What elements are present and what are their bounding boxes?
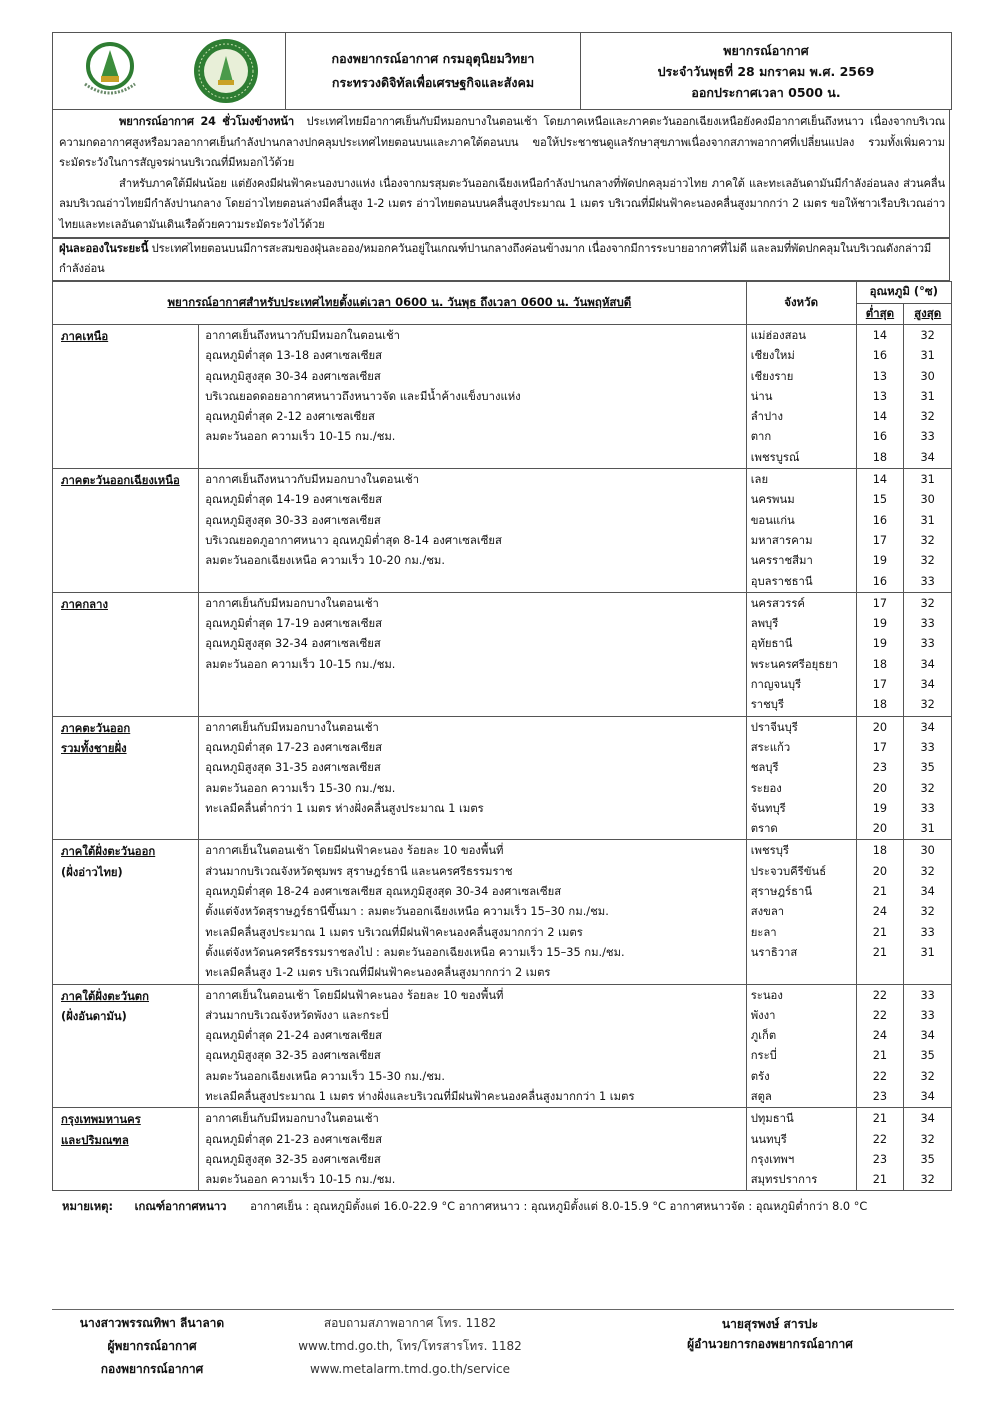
province-name-cell bbox=[746, 984, 856, 1108]
forecast-summary bbox=[52, 110, 950, 238]
forecast-line: อุณหภูมิต่ำสุด 14-19 องศาเซลเซียส bbox=[205, 493, 383, 507]
min-temp: 23 bbox=[872, 1089, 888, 1103]
max-temp-cell bbox=[904, 984, 952, 1108]
organization-name bbox=[286, 33, 581, 110]
max-temp: 32 bbox=[920, 905, 935, 919]
province-name: ลพบุรี bbox=[750, 617, 779, 631]
title-date: ประจำวันพุธที่ 28 มกราคม พ.ศ. 2569 bbox=[657, 63, 875, 79]
province-name: ลำปาง bbox=[750, 410, 783, 424]
min-temp: 13 bbox=[872, 389, 888, 403]
province-name: ปทุมธานี bbox=[750, 1112, 794, 1126]
summary-text-1: ประเทศไทยมีอากาศเย็นกับมีหมอกบางในตอนเช้า โดยภาคเหนือและภาคตะวันออกเฉียงเหนือยังคงมีอากาศเย็นถึงหนาว เนื่องจากบริเวณความกดอากาศสูงหรือมวลอากาศเย็นกำลังปานกลางปกคลุมประเทศไทยตอนบนและภาคใต้ตอนบน ขอให้ประชาชนดูแลรักษาสุขภาพเนื่องจากสภาพอากาศที่เปลี่ยนแปลง รวมทั้งเพิ่มความระมัดระวังในการสัญจรผ่านบริเวณที่มีหมอกไว้ด้วย bbox=[59, 115, 946, 169]
min-temp: 22 bbox=[872, 988, 888, 1002]
forecaster-title: ผู้พยากรณ์อากาศ bbox=[107, 1339, 197, 1353]
max-temp: 33 bbox=[920, 617, 935, 631]
regional-forecast-table bbox=[52, 281, 952, 1191]
min-temp: 21 bbox=[872, 1173, 888, 1187]
province-name: นนทบุรี bbox=[750, 1132, 787, 1146]
province-name: เลย bbox=[750, 473, 769, 487]
max-temp: 34 bbox=[920, 1029, 935, 1043]
min-temp: 20 bbox=[872, 720, 888, 734]
forecast-line: ลมตะวันออก ความเร็ว 15-30 กม./ชม. bbox=[205, 781, 396, 795]
table-header-province: จังหวัด bbox=[746, 282, 856, 325]
province-name: สุราษฎร์ธานี bbox=[750, 885, 813, 899]
province-name: นราธิวาส bbox=[750, 945, 798, 959]
max-temp: 32 bbox=[920, 596, 935, 610]
province-name: เพชรบุรี bbox=[750, 844, 789, 858]
signature-divider bbox=[52, 1309, 954, 1310]
forecaster-division: กองพยากรณ์อากาศ bbox=[100, 1362, 204, 1376]
min-temp: 18 bbox=[872, 844, 888, 858]
max-temp-cell bbox=[904, 716, 952, 840]
region-forecast bbox=[199, 984, 746, 1108]
min-temp: 22 bbox=[872, 1069, 888, 1083]
min-temp: 21 bbox=[872, 885, 888, 899]
forecast-line: อุณหภูมิต่ำสุด 21-23 องศาเซลเซียส bbox=[205, 1132, 383, 1146]
max-temp: 32 bbox=[920, 698, 935, 712]
min-temp: 13 bbox=[872, 369, 888, 383]
region-row bbox=[53, 984, 952, 1108]
min-temp: 16 bbox=[872, 430, 888, 444]
forecast-line: ทะเลมีคลื่นต่ำกว่า 1 เมตร ห่างฝั่งคลื่นสูงประมาณ 1 เมตร bbox=[205, 801, 484, 815]
forecast-line: ทะเลมีคลื่นสูงประมาณ 1 เมตร บริเวณที่มีฝนฟ้าคะนองคลื่นสูงมากกว่า 2 เมตร bbox=[205, 925, 583, 939]
province-name: สมุทรปราการ bbox=[750, 1173, 818, 1187]
min-temp: 19 bbox=[872, 801, 888, 815]
table-header-max: สูงสุด bbox=[904, 303, 952, 325]
province-name: มหาสารคาม bbox=[750, 533, 813, 547]
min-temp-cell bbox=[856, 840, 904, 984]
min-temp: 17 bbox=[872, 596, 888, 610]
min-temp-cell bbox=[856, 325, 904, 469]
document-header bbox=[52, 32, 952, 110]
region-forecast bbox=[199, 716, 746, 840]
min-temp: 21 bbox=[872, 1112, 888, 1126]
max-temp: 34 bbox=[920, 450, 935, 464]
province-name: ปราจีนบุรี bbox=[750, 720, 798, 734]
forecast-line: อุณหภูมิต่ำสุด 2-12 องศาเซลเซียส bbox=[205, 410, 375, 424]
region-row bbox=[53, 325, 952, 469]
forecast-line: อากาศเย็นกับมีหมอกบางในตอนเช้า bbox=[205, 720, 379, 734]
min-temp: 17 bbox=[872, 533, 888, 547]
forecast-line: ลมตะวันออก ความเร็ว 10-15 กม./ชม. bbox=[205, 1173, 396, 1187]
forecast-line: อุณหภูมิสูงสุด 32-34 องศาเซลเซียส bbox=[205, 637, 381, 651]
max-temp: 32 bbox=[920, 1132, 935, 1146]
max-temp: 32 bbox=[920, 329, 935, 342]
summary-paragraph-2: สำหรับภาคใต้มีฝนน้อย แต่ยังคงมีฝนฟ้าคะนองบางแห่ง เนื่องจากมรสุมตะวันออกเฉียงเหนือกำลังปานกลางที่พัดปกคลุมอ่าวไทย ภาคใต้ และทะเลอันดามันมีกำลังอ่อนลง ส่วนคลื่นลมบริเวณอ่าวไทยมีกำลังปานกลาง โดยอ่าวไทยตอนล่างมีคลื่นสูง 1-2 เมตร อ่าวไทยตอนบนคลื่นสูงประมาณ 1 เมตร บริเวณที่มีฝนฟ้าคะนองคลื่นสูงมากกว่า 2 เมตร ขอให้ชาวเรือบริเวณอ่าวไทยและทะเลอันดามันเดินเรือด้วยความระมัดระวังไว้ด้วย bbox=[59, 176, 945, 231]
min-temp: 16 bbox=[872, 349, 888, 363]
contact-metalarm-link[interactable]: www.metalarm.tmd.go.th/service bbox=[310, 1362, 510, 1376]
forecast-line: อุณหภูมิต่ำสุด 17-23 องศาเซลเซียส bbox=[205, 740, 383, 754]
max-temp-cell bbox=[904, 592, 952, 716]
max-temp: 34 bbox=[920, 1089, 935, 1103]
forecast-line: อากาศเย็นถึงหนาวกับมีหมอกในตอนเช้า bbox=[205, 329, 401, 342]
min-temp: 18 bbox=[872, 657, 888, 671]
province-name-cell bbox=[746, 840, 856, 984]
forecast-line: อุณหภูมิสูงสุด 30-34 องศาเซลเซียส bbox=[205, 369, 381, 383]
province-name: ชลบุรี bbox=[750, 761, 779, 775]
province-name: แม่ฮ่องสอน bbox=[750, 329, 807, 342]
forecast-line: บริเวณยอดดอยอากาศหนาวถึงหนาวจัด และมีน้ำค้างแข็งบางแห่ง bbox=[205, 389, 521, 403]
min-temp: 21 bbox=[872, 945, 888, 959]
forecast-line: ส่วนมากบริเวณจังหวัดชุมพร สุราษฎร์ธานี และนครศรีธรรมราช bbox=[205, 864, 513, 878]
forecast-line: อุณหภูมิต่ำสุด 13-18 องศาเซลเซียส bbox=[205, 349, 383, 363]
province-name-cell bbox=[746, 592, 856, 716]
province-name: ประจวบคีรีขันธ์ bbox=[750, 864, 827, 878]
logos-cell bbox=[53, 33, 286, 110]
min-temp-cell bbox=[856, 469, 904, 593]
max-temp: 34 bbox=[920, 1112, 935, 1126]
min-temp: 21 bbox=[872, 925, 888, 939]
max-temp: 34 bbox=[920, 885, 935, 899]
region-name-line: กรุงเทพมหานคร bbox=[61, 1113, 141, 1127]
title-issue-time: ออกประกาศเวลา 0500 น. bbox=[691, 84, 841, 100]
max-temp: 31 bbox=[920, 822, 935, 836]
min-temp-cell bbox=[856, 716, 904, 840]
table-header-min: ต่ำสุด bbox=[856, 303, 904, 325]
region-name-line: ภาคกลาง bbox=[61, 597, 108, 611]
max-temp: 33 bbox=[920, 637, 935, 651]
org-line-1: กองพยากรณ์อากาศ กรมอุตุนิยมวิทยา bbox=[331, 51, 535, 66]
min-temp: 14 bbox=[872, 410, 888, 424]
min-temp-cell bbox=[856, 1108, 904, 1191]
tmd-seal-icon bbox=[191, 36, 261, 106]
region-row bbox=[53, 716, 952, 840]
min-temp: 24 bbox=[872, 905, 888, 919]
region-forecast bbox=[199, 840, 746, 984]
province-name: พระนครศรีอยุธยา bbox=[750, 657, 839, 671]
summary-paragraph-1 bbox=[59, 112, 945, 174]
forecast-line: ลมตะวันออก ความเร็ว 10-15 กม./ชม. bbox=[205, 657, 396, 671]
min-temp: 20 bbox=[872, 864, 888, 878]
document-title bbox=[581, 33, 952, 110]
contact-info bbox=[285, 1312, 535, 1381]
forecast-line: ตั้งแต่จังหวัดสุราษฎร์ธานีขึ้นมา : ลมตะวันออกเฉียงเหนือ ความเร็ว 15–30 กม./ชม. bbox=[205, 905, 609, 919]
forecast-line: ทะเลมีคลื่นสูงประมาณ 1 เมตร ห่างฝั่งและบริเวณที่มีฝนฟ้าคะนองคลื่นสูงมากกว่า 1 เมตร bbox=[205, 1089, 635, 1103]
forecast-line: อุณหภูมิสูงสุด 30-33 องศาเซลเซียส bbox=[205, 513, 381, 527]
forecast-line: บริเวณยอดภูอากาศหนาว อุณหภูมิต่ำสุด 8-14 องศาเซลเซียส bbox=[205, 533, 502, 547]
min-temp: 21 bbox=[872, 1049, 888, 1063]
min-temp: 19 bbox=[872, 554, 888, 568]
region-name-line: ภาคตะวันออกเฉียงเหนือ bbox=[61, 474, 180, 488]
region-name-line: ภาคใต้ฝั่งตะวันตก bbox=[61, 989, 149, 1003]
max-temp: 34 bbox=[920, 678, 935, 692]
forecast-line: ลมตะวันออก ความเร็ว 10-15 กม./ชม. bbox=[205, 430, 396, 444]
forecast-line: ตั้งแต่จังหวัดนครศรีธรรมราชลงไป : ลมตะวันออกเฉียงเหนือ ความเร็ว 15–35 กม./ชม. bbox=[205, 945, 625, 959]
region-row bbox=[53, 592, 952, 716]
province-name: อุทัยธานี bbox=[750, 637, 793, 651]
table-body bbox=[53, 325, 952, 1191]
max-temp: 33 bbox=[920, 740, 935, 754]
max-temp: 33 bbox=[920, 1008, 935, 1022]
province-name: กาญจนบุรี bbox=[750, 678, 802, 692]
province-name: ระยอง bbox=[750, 781, 782, 795]
max-temp: 30 bbox=[920, 493, 935, 507]
forecast-line: อากาศเย็นในตอนเช้า โดยมีฝนฟ้าคะนอง ร้อยละ 10 ของพื้นที่ bbox=[205, 988, 504, 1002]
province-name: เพชรบูรณ์ bbox=[750, 450, 800, 464]
min-temp: 20 bbox=[872, 781, 888, 795]
forecast-document bbox=[52, 32, 952, 1191]
min-temp: 19 bbox=[872, 637, 888, 651]
forecast-line: ลมตะวันออกเฉียงเหนือ ความเร็ว 15-30 กม./ชม. bbox=[205, 1069, 445, 1083]
min-temp: 16 bbox=[872, 574, 888, 588]
province-name-cell bbox=[746, 325, 856, 469]
region-name-line: ภาคตะวันออก bbox=[61, 721, 131, 735]
min-temp: 18 bbox=[872, 698, 888, 712]
min-temp: 16 bbox=[872, 513, 888, 527]
province-name: ราชบุรี bbox=[750, 698, 785, 712]
org-line-2: กระทรวงดิจิทัลเพื่อเศรษฐกิจและสังคม bbox=[331, 75, 535, 90]
title-line-1: พยากรณ์อากาศ bbox=[723, 42, 809, 58]
region-name-line: (ฝั่งอ่าวไทย) bbox=[61, 865, 123, 879]
forecaster-name: นางสาวพรรณทิพา ลีนาลาด bbox=[79, 1316, 225, 1330]
director-title: ผู้อำนวยการกองพยากรณ์อากาศ bbox=[687, 1337, 853, 1351]
remark bbox=[62, 1197, 867, 1215]
province-name: ตาก bbox=[750, 430, 772, 444]
min-temp: 18 bbox=[872, 450, 888, 464]
min-temp: 22 bbox=[872, 1008, 888, 1022]
province-name: ระนอง bbox=[750, 988, 783, 1002]
max-temp: 31 bbox=[920, 389, 935, 403]
province-name: ภูเก็ต bbox=[750, 1029, 777, 1043]
director-signature bbox=[640, 1314, 900, 1354]
max-temp-cell bbox=[904, 469, 952, 593]
min-temp: 14 bbox=[872, 329, 888, 342]
forecast-line: อุณหภูมิสูงสุด 32-35 องศาเซลเซียส bbox=[205, 1049, 381, 1063]
region-name-line: และปริมณฑล bbox=[61, 1133, 129, 1147]
region-name-line: (ฝั่งอันดามัน) bbox=[61, 1009, 127, 1023]
region-name-line: รวมทั้งชายฝั่ง bbox=[61, 741, 127, 755]
table-header-temperature: อุณหภูมิ (°ซ) bbox=[856, 282, 951, 304]
min-temp: 22 bbox=[872, 1132, 888, 1146]
province-name: นครสวรรค์ bbox=[750, 596, 805, 610]
max-temp: 32 bbox=[920, 554, 935, 568]
min-temp-cell bbox=[856, 592, 904, 716]
cold-criteria-text: อากาศเย็น : อุณหภูมิตั้งแต่ 16.0-22.9 °C อากาศหนาว : อุณหภูมิตั้งแต่ 8.0-15.9 °C อากาศหนาวจัด : อุณหภูมิต่ำกว่า 8.0 °C bbox=[250, 1200, 868, 1213]
region-name bbox=[53, 325, 199, 469]
max-temp: 32 bbox=[920, 533, 935, 547]
region-forecast bbox=[199, 469, 746, 593]
max-temp: 35 bbox=[920, 1049, 935, 1063]
province-name: นครพนม bbox=[750, 493, 795, 507]
forecast-line: อุณหภูมิต่ำสุด 18-24 องศาเซลเซียส อุณหภูมิสูงสุด 30-34 องศาเซลเซียส bbox=[205, 885, 562, 899]
region-row bbox=[53, 1108, 952, 1191]
region-name-line: ภาคเหนือ bbox=[61, 330, 109, 343]
region-row bbox=[53, 469, 952, 593]
province-name: จันทบุรี bbox=[750, 801, 786, 815]
province-name: สตูล bbox=[750, 1089, 772, 1103]
max-temp: 34 bbox=[920, 720, 935, 734]
province-name: น่าน bbox=[750, 389, 773, 403]
forecast-line: ส่วนมากบริเวณจังหวัดพังงา และกระบี่ bbox=[205, 1008, 389, 1022]
min-temp: 23 bbox=[872, 1152, 888, 1166]
region-name bbox=[53, 592, 199, 716]
max-temp: 31 bbox=[920, 473, 935, 487]
max-temp: 33 bbox=[920, 988, 935, 1002]
region-name bbox=[53, 716, 199, 840]
max-temp: 31 bbox=[920, 349, 935, 363]
region-name bbox=[53, 1108, 199, 1191]
min-temp: 14 bbox=[872, 473, 888, 487]
min-temp: 20 bbox=[872, 822, 888, 836]
max-temp: 32 bbox=[920, 1069, 935, 1083]
min-temp: 23 bbox=[872, 761, 888, 775]
region-forecast bbox=[199, 325, 746, 469]
contact-website-link[interactable]: www.tmd.go.th, โทร/โทรสารโทร. 1182 bbox=[298, 1339, 522, 1353]
remark-label: หมายเหตุ: bbox=[62, 1200, 114, 1213]
region-forecast bbox=[199, 592, 746, 716]
province-name: กระบี่ bbox=[750, 1049, 777, 1063]
max-temp: 34 bbox=[920, 657, 935, 671]
max-temp: 31 bbox=[920, 945, 935, 959]
cold-criteria-label: เกณฑ์อากาศหนาว bbox=[134, 1200, 227, 1213]
dust-heading: ฝุ่นละอองในระยะนี้ bbox=[59, 242, 149, 255]
max-temp: 31 bbox=[920, 513, 935, 527]
forecast-line: อุณหภูมิสูงสุด 32-35 องศาเซลเซียส bbox=[205, 1152, 381, 1166]
max-temp-cell bbox=[904, 1108, 952, 1191]
min-temp: 15 bbox=[872, 493, 888, 507]
province-name: กรุงเทพฯ bbox=[750, 1152, 795, 1166]
max-temp: 32 bbox=[920, 1173, 935, 1187]
max-temp: 33 bbox=[920, 801, 935, 815]
max-temp: 33 bbox=[920, 574, 935, 588]
forecast-line: ลมตะวันออกเฉียงเหนือ ความเร็ว 10-20 กม./ชม. bbox=[205, 554, 445, 568]
max-temp: 35 bbox=[920, 761, 935, 775]
province-name: ยะลา bbox=[750, 925, 777, 939]
region-name bbox=[53, 469, 199, 593]
contact-phone: สอบถามสภาพอากาศ โทร. 1182 bbox=[323, 1316, 497, 1330]
region-row bbox=[53, 840, 952, 984]
province-name-cell bbox=[746, 716, 856, 840]
forecaster-signature bbox=[52, 1312, 252, 1381]
min-temp: 17 bbox=[872, 740, 888, 754]
province-name: สงขลา bbox=[750, 905, 785, 919]
province-name: ตราด bbox=[750, 822, 778, 836]
min-temp: 17 bbox=[872, 678, 888, 692]
province-name: เชียงราย bbox=[750, 369, 794, 383]
region-forecast bbox=[199, 1108, 746, 1191]
director-name: นายสุรพงษ์ สารปะ bbox=[721, 1317, 819, 1331]
forecast-line: อากาศเย็นกับมีหมอกบางในตอนเช้า bbox=[205, 1112, 379, 1126]
province-name: เชียงใหม่ bbox=[750, 349, 795, 363]
dust-section bbox=[52, 238, 950, 281]
max-temp: 33 bbox=[920, 430, 935, 444]
province-name: สระแก้ว bbox=[750, 740, 791, 754]
forecast-line: อากาศเย็นถึงหนาวกับมีหมอกบางในตอนเช้า bbox=[205, 473, 420, 487]
max-temp-cell bbox=[904, 325, 952, 469]
max-temp: 30 bbox=[920, 369, 935, 383]
max-temp: 32 bbox=[920, 781, 935, 795]
table-header-forecast-period: พยากรณ์อากาศสำหรับประเทศไทยตั้งแต่เวลา 0600 น. วันพุธ ถึงเวลา 0600 น. วันพฤหัสบดี bbox=[53, 282, 747, 325]
forecast-line: อากาศเย็นกับมีหมอกบางในตอนเช้า bbox=[205, 596, 379, 610]
max-temp: 32 bbox=[920, 410, 935, 424]
province-name: นครราชสีมา bbox=[750, 554, 813, 568]
province-name-cell bbox=[746, 1108, 856, 1191]
max-temp: 32 bbox=[920, 864, 935, 878]
max-temp-cell bbox=[904, 840, 952, 984]
forecast-line: อุณหภูมิต่ำสุด 21-24 องศาเซลเซียส bbox=[205, 1029, 383, 1043]
max-temp: 35 bbox=[920, 1152, 935, 1166]
province-name: อุบลราชธานี bbox=[750, 574, 813, 588]
region-name bbox=[53, 840, 199, 984]
min-temp: 24 bbox=[872, 1029, 888, 1043]
dust-text: ประเทศไทยตอนบนมีการสะสมของฝุ่นละออง/หมอกควันอยู่ในเกณฑ์ปานกลางถึงค่อนข้างมาก เนื่องจากมีการระบายอากาศที่ไม่ดี และลมที่พัดปกคลุมในบริเวณดังกล่าวมีกำลังอ่อน bbox=[59, 242, 932, 275]
max-temp: 33 bbox=[920, 925, 935, 939]
province-name: ตรัง bbox=[750, 1069, 770, 1083]
forecast-line: อุณหภูมิสูงสุด 31-35 องศาเซลเซียส bbox=[205, 761, 381, 775]
forecast-line: อุณหภูมิต่ำสุด 17-19 องศาเซลเซียส bbox=[205, 617, 383, 631]
max-temp: 30 bbox=[920, 844, 935, 858]
min-temp-cell bbox=[856, 984, 904, 1108]
min-temp: 19 bbox=[872, 617, 888, 631]
region-name-line: ภาคใต้ฝั่งตะวันออก bbox=[61, 845, 156, 859]
region-name bbox=[53, 984, 199, 1108]
province-name-cell bbox=[746, 469, 856, 593]
forecast-line: อากาศเย็นในตอนเช้า โดยมีฝนฟ้าคะนอง ร้อยละ 10 ของพื้นที่ bbox=[205, 844, 504, 858]
forecast-line: ทะเลมีคลื่นสูง 1-2 เมตร บริเวณที่มีฝนฟ้าคะนองคลื่นสูงมากกว่า 2 เมตร bbox=[205, 966, 551, 980]
summary-heading: พยากรณ์อากาศ 24 ชั่วโมงข้างหน้า bbox=[119, 115, 295, 128]
province-name: พังงา bbox=[750, 1008, 776, 1022]
ministry-emblem-icon bbox=[77, 38, 143, 104]
province-name: ขอนแก่น bbox=[750, 513, 795, 527]
